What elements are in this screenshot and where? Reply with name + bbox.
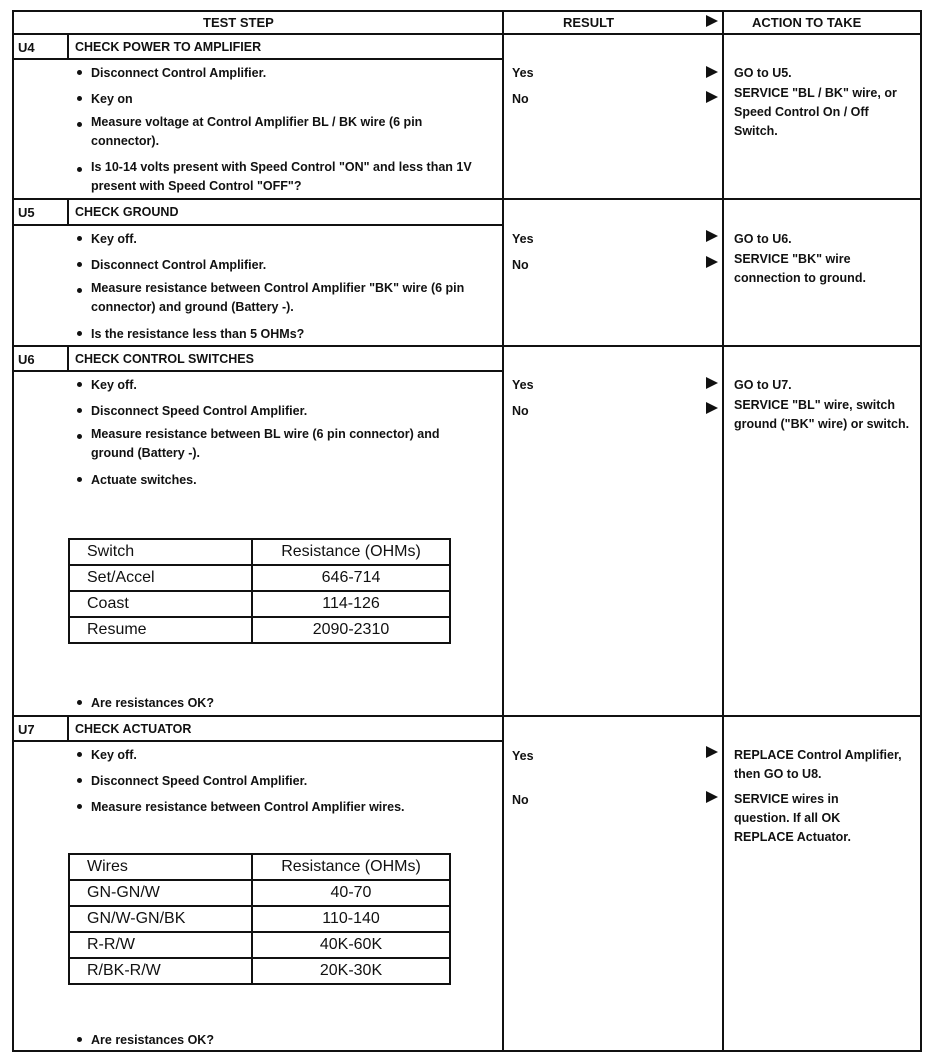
step-instruction: Measure voltage at Control Amplifier BL / BK wire (6 pin connector). (91, 115, 423, 148)
step-instruction: Measure resistance between BL wire (6 pin connector) and ground (Battery -). (91, 427, 440, 460)
step-id: U6 (18, 352, 35, 367)
bullet-icon (77, 752, 82, 757)
step-instruction: Are resistances OK? (91, 696, 214, 710)
step-id: U4 (18, 40, 35, 55)
rule (12, 224, 504, 226)
action-text: SERVICE "BL" wire, switch ground ("BK" wire) or switch. (734, 398, 910, 431)
action-text: GO to U7. (734, 378, 792, 392)
arrow-icon (706, 377, 718, 389)
arrow-icon (706, 402, 718, 414)
table-row (69, 565, 450, 591)
step-instruction: Are resistances OK? (91, 1033, 214, 1047)
table-cell: Set/Accel (69, 565, 252, 591)
arrow-icon (706, 91, 718, 103)
table-cell: 20K-30K (252, 958, 450, 984)
rule (12, 345, 922, 347)
table-row (69, 932, 450, 958)
table-header-cell: Switch (69, 539, 252, 565)
table-cell: 646-714 (252, 565, 450, 591)
table-cell: Coast (69, 591, 252, 617)
rule (920, 10, 922, 1052)
result-label: No (512, 258, 529, 272)
table-row (69, 539, 450, 565)
step-id: U5 (18, 205, 35, 220)
table-row (69, 591, 450, 617)
table-cell: 40K-60K (252, 932, 450, 958)
rule (12, 1050, 922, 1052)
bullet-icon (77, 262, 82, 267)
step-title: CHECK POWER TO AMPLIFIER (75, 40, 262, 54)
action-text: SERVICE "BL / BK" wire, or Speed Control On / Off Switch. (734, 86, 897, 138)
rule (12, 10, 14, 1052)
step-instruction: Disconnect Control Amplifier. (91, 66, 267, 80)
table-cell: R/BK-R/W (69, 958, 252, 984)
step-id: U7 (18, 722, 35, 737)
bullet-icon (77, 96, 82, 101)
step-instruction: Key off. (91, 748, 137, 762)
table-cell: GN-GN/W (69, 880, 252, 906)
arrow-icon (706, 746, 718, 758)
action-text: SERVICE "BK" wire connection to ground. (734, 252, 866, 285)
table-cell: 2090-2310 (252, 617, 450, 643)
result-label: Yes (512, 232, 534, 246)
result-label: No (512, 404, 529, 418)
rule (12, 370, 504, 372)
step-instruction: Disconnect Control Amplifier. (91, 258, 267, 272)
table-cell: 110-140 (252, 906, 450, 932)
table-cell: GN/W-GN/BK (69, 906, 252, 932)
arrow-icon (706, 256, 718, 268)
bullet-icon (77, 122, 82, 127)
bullet-icon (77, 70, 82, 75)
rule (12, 715, 922, 717)
arrow-icon (706, 15, 718, 27)
step-instruction: Measure resistance between Control Amplifier wires. (91, 800, 405, 814)
table-cell: 40-70 (252, 880, 450, 906)
action-text: REPLACE Control Amplifier, then GO to U8. (734, 748, 902, 781)
table-header-cell: Wires (69, 854, 252, 880)
arrow-icon (706, 791, 718, 803)
step-instruction: Key off. (91, 378, 137, 392)
step-instruction: Key on (91, 92, 133, 106)
rule (12, 740, 504, 742)
rule (67, 35, 69, 60)
bullet-icon (77, 408, 82, 413)
result-label: No (512, 793, 529, 807)
step-instruction: Key off. (91, 232, 137, 246)
bullet-icon (77, 1037, 82, 1042)
header-result: RESULT (563, 15, 615, 30)
table-row (69, 617, 450, 643)
bullet-icon (77, 434, 82, 439)
action-text: SERVICE wires in question. If all OK REPLACE Actuator. (734, 792, 851, 844)
step-instruction: Actuate switches. (91, 473, 197, 487)
table-cell: R-R/W (69, 932, 252, 958)
header-test-step: TEST STEP (203, 15, 274, 30)
rule (12, 10, 922, 12)
bullet-icon (77, 477, 82, 482)
bullet-icon (77, 700, 82, 705)
table-header-cell: Resistance (OHMs) (252, 854, 450, 880)
step-instruction: Is the resistance less than 5 OHMs? (91, 327, 305, 341)
step-instruction: Is 10-14 volts present with Speed Control "ON" and less than 1V present with Speed Control "OFF"? (91, 160, 472, 193)
step-title: CHECK GROUND (75, 205, 179, 219)
table-header-cell: Resistance (OHMs) (252, 539, 450, 565)
table-row (69, 880, 450, 906)
step-title: CHECK ACTUATOR (75, 722, 192, 736)
step-title: CHECK CONTROL SWITCHES (75, 352, 254, 366)
table-row (69, 958, 450, 984)
result-label: Yes (512, 378, 534, 392)
rule (12, 33, 922, 35)
actuator-resistance-table (68, 853, 451, 985)
bullet-icon (77, 804, 82, 809)
bullet-icon (77, 778, 82, 783)
bullet-icon (77, 236, 82, 241)
rule (12, 58, 504, 60)
step-instruction: Disconnect Speed Control Amplifier. (91, 774, 308, 788)
bullet-icon (77, 382, 82, 387)
bullet-icon (77, 331, 82, 336)
table-cell: Resume (69, 617, 252, 643)
table-cell: 114-126 (252, 591, 450, 617)
rule (67, 717, 69, 742)
arrow-icon (706, 230, 718, 242)
action-text: GO to U5. (734, 66, 792, 80)
rule (67, 347, 69, 372)
bullet-icon (77, 288, 82, 293)
header-action: ACTION TO TAKE (752, 15, 862, 30)
rule (722, 10, 724, 1052)
rule (12, 198, 922, 200)
rule (502, 10, 504, 1052)
result-label: Yes (512, 66, 534, 80)
arrow-icon (706, 66, 718, 78)
rule (67, 200, 69, 226)
switch-resistance-table (68, 538, 451, 644)
result-label: No (512, 92, 529, 106)
result-label: Yes (512, 749, 534, 763)
bullet-icon (77, 167, 82, 172)
table-row (69, 854, 450, 880)
step-instruction: Disconnect Speed Control Amplifier. (91, 404, 308, 418)
step-instruction: Measure resistance between Control Amplifier "BK" wire (6 pin connector) and ground (Battery -). (91, 281, 465, 314)
action-text: GO to U6. (734, 232, 792, 246)
table-row (69, 906, 450, 932)
